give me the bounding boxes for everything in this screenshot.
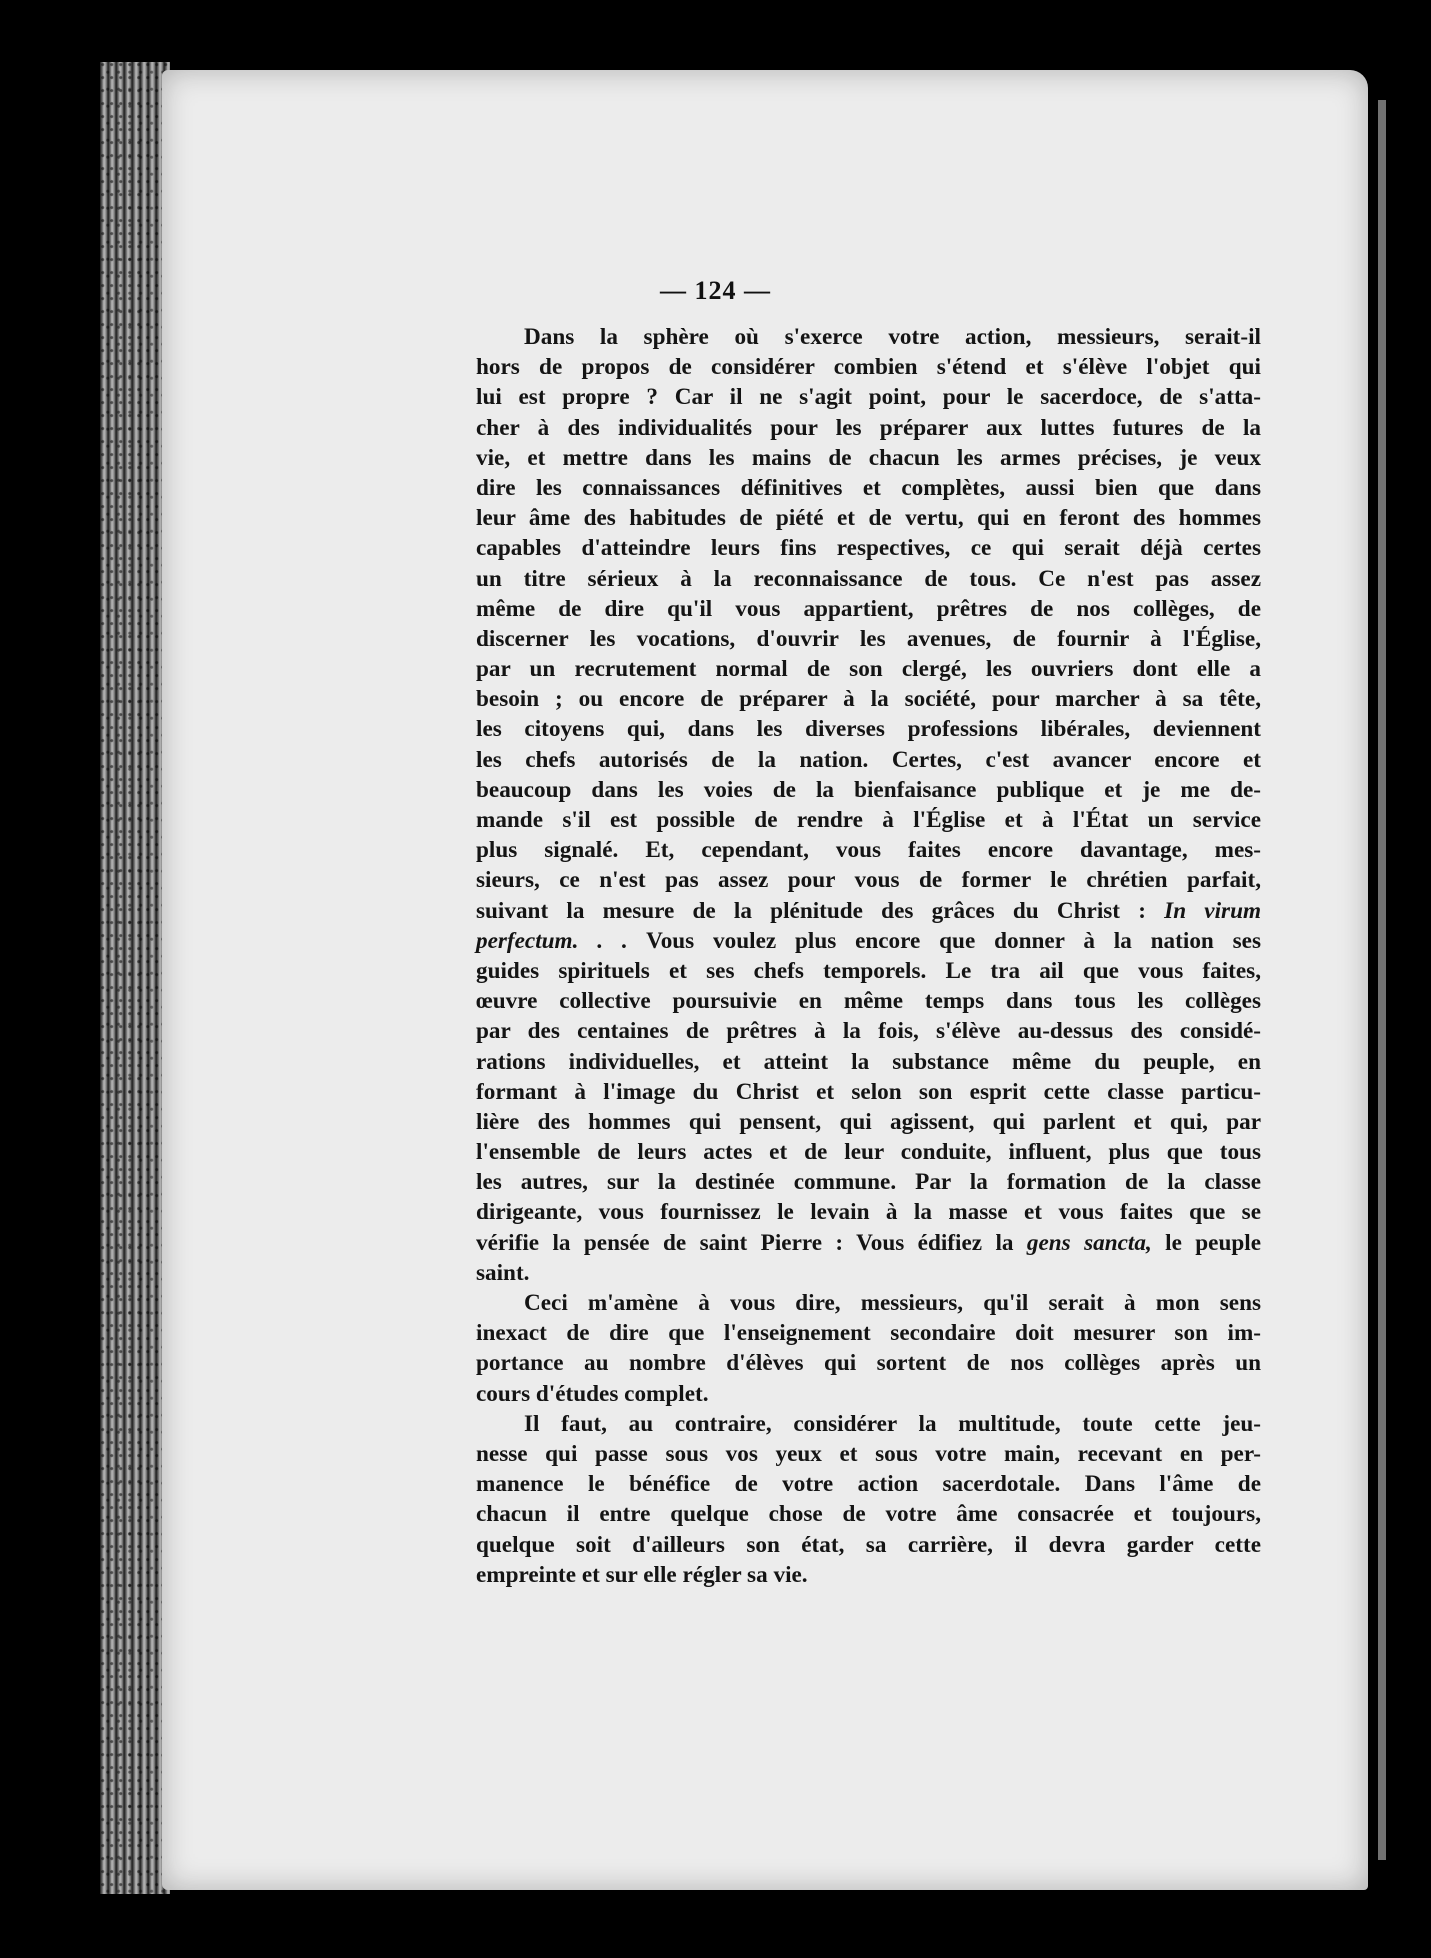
- text-line: [476, 956, 1261, 986]
- line-text: leur âme des habitudes de piété et de vertu, qui en feront des hommes: [476, 505, 1261, 532]
- line-text: plus signalé. Et, cependant, vous faites encore davantage, mes-: [476, 837, 1261, 864]
- line-text: vie, et mettre dans les mains de chacun les armes précises, je veux: [476, 444, 1261, 471]
- line-text: les chefs autorisés de la nation. Certes, c'est avancer encore et: [476, 746, 1261, 773]
- line-text: les autres, sur la destinée commune. Par la formation de la classe: [476, 1169, 1261, 1196]
- line-text: vérifie la pensée de saint Pierre : Vous édifiez la: [476, 1229, 1027, 1256]
- italic-text: gens sancta,: [1026, 1229, 1152, 1256]
- line-text: discerner les vocations, d'ouvrir les avenues, de fournir à l'Église,: [476, 625, 1261, 652]
- line-text: nesse qui passe sous vos yeux et sous votre main, recevant en per-: [476, 1440, 1261, 1467]
- text-line: [476, 805, 1261, 835]
- text-line: [476, 1499, 1261, 1529]
- body-text: [476, 322, 1261, 1590]
- line-text: manence le bénéfice de votre action sacerdotale. Dans l'âme de: [476, 1471, 1261, 1498]
- line-text: les citoyens qui, dans les diverses professions libérales, deviennent: [476, 716, 1261, 743]
- line-text: même de dire qu'il vous appartient, prêtres de nos collèges, de: [476, 595, 1261, 622]
- page-number: — 124 —: [660, 276, 771, 305]
- line-text: un titre sérieux à la reconnaissance de tous. Ce n'est pas assez: [476, 565, 1261, 592]
- line-text: hors de propos de considérer combien s'étend et s'élève l'objet qui: [476, 354, 1261, 381]
- text-line: [476, 1409, 1261, 1439]
- text-line: [476, 1228, 1261, 1258]
- facing-page-edge: [1378, 100, 1386, 1860]
- text-line: [476, 896, 1261, 926]
- text-line: [476, 1530, 1261, 1560]
- line-text: portance au nombre d'élèves qui sortent de nos collèges après un: [476, 1350, 1261, 1377]
- line-text: saint.: [476, 1259, 530, 1286]
- text-line: [476, 1047, 1261, 1077]
- line-text: cher à des individualités pour les préparer aux luttes futures de la: [476, 414, 1261, 441]
- text-line: [476, 473, 1261, 503]
- text-line: [476, 714, 1261, 744]
- text-line: [476, 1469, 1261, 1499]
- text-line: [476, 624, 1261, 654]
- line-text: lière des hommes qui pensent, qui agissent, qui parlent et qui, par: [476, 1108, 1261, 1135]
- text-line: [476, 1107, 1261, 1137]
- line-text: Ceci m'amène à vous dire, messieurs, qu'il serait à mon sens: [524, 1290, 1261, 1316]
- text-line: [476, 1077, 1261, 1107]
- line-text: inexact de dire que l'enseignement secondaire doit mesurer son im-: [476, 1320, 1261, 1347]
- line-text: par un recrutement normal de son clergé, les ouvriers dont elle a: [476, 656, 1261, 683]
- line-text: œuvre collective poursuivie en même temps dans tous les collèges: [476, 988, 1261, 1015]
- line-text: Vous voulez plus encore que donner à la nation ses: [627, 927, 1261, 954]
- line-text: besoin ; ou encore de préparer à la société, pour marcher à sa tête,: [476, 686, 1261, 713]
- text-line: [476, 926, 1261, 956]
- line-text: dirigeante, vous fournissez le levain à la masse et vous faites que se: [476, 1199, 1261, 1226]
- line-text: capables d'atteindre leurs fins respectives, ce qui serait déjà certes: [476, 535, 1261, 562]
- text-line: [476, 1288, 1261, 1318]
- line-text: suivant la mesure de la plénitude des grâces du Christ :: [476, 897, 1165, 924]
- italic-text: In virum: [1164, 897, 1261, 924]
- text-line: [476, 745, 1261, 775]
- text-line: [476, 1439, 1261, 1469]
- text-line: [476, 1167, 1261, 1197]
- line-text: rations individuelles, et atteint la substance même du peuple, en: [476, 1048, 1261, 1075]
- line-text: cours d'études complet.: [476, 1380, 709, 1407]
- text-line: [476, 684, 1261, 714]
- line-text: guides spirituels et ses chefs temporels. Le tra ail que vous faites,: [476, 957, 1261, 984]
- line-text: chacun il entre quelque chose de votre âme consacrée et toujours,: [476, 1501, 1261, 1528]
- line-text: beaucoup dans les voies de la bienfaisance publique et je me de-: [476, 776, 1261, 803]
- text-line: [476, 1379, 1261, 1409]
- text-line: [476, 594, 1261, 624]
- text-line: [476, 1348, 1261, 1378]
- line-text: formant à l'image du Christ et selon son esprit cette classe particu-: [476, 1078, 1261, 1105]
- book-page-edges: [100, 62, 170, 1894]
- text-line: [476, 654, 1261, 684]
- line-text-tail: le peuple: [1151, 1229, 1261, 1256]
- text-line: [476, 1016, 1261, 1046]
- line-text: empreinte et sur elle régler sa vie.: [476, 1561, 808, 1588]
- text-line: [476, 1318, 1261, 1348]
- text-line: [476, 1197, 1261, 1227]
- text-line: [476, 835, 1261, 865]
- line-text: dire les connaissances définitives et complètes, aussi bien que dans: [476, 474, 1261, 501]
- line-text: Il faut, au contraire, considérer la multitude, toute cette jeu-: [524, 1410, 1261, 1437]
- text-line: [476, 1137, 1261, 1167]
- text-line: [476, 352, 1261, 382]
- text-line: [476, 443, 1261, 473]
- text-line: [476, 503, 1261, 533]
- text-line: [476, 865, 1261, 895]
- line-text: l'ensemble de leurs actes et de leur conduite, influent, plus que tous: [476, 1139, 1261, 1166]
- line-text: sieurs, ce n'est pas assez pour vous de former le chrétien parfait,: [476, 867, 1261, 894]
- text-line: [476, 322, 1261, 352]
- text-line: [476, 1560, 1261, 1590]
- text-line: [476, 382, 1261, 412]
- line-text: Dans la sphère où s'exerce votre action, messieurs, serait-il: [524, 324, 1261, 350]
- italic-text: perfectum. . .: [476, 927, 628, 954]
- line-text: quelque soit d'ailleurs son état, sa carrière, il devra garder cette: [476, 1531, 1261, 1558]
- line-text: mande s'il est possible de rendre à l'Église et à l'État un service: [476, 807, 1261, 833]
- text-line: [476, 986, 1261, 1016]
- text-line: [476, 775, 1261, 805]
- text-line: [476, 1258, 1261, 1288]
- line-text: par des centaines de prêtres à la fois, s'élève au-dessus des considé-: [476, 1018, 1261, 1045]
- line-text: lui est propre ? Car il ne s'agit point, pour le sacerdoce, de s'atta-: [476, 384, 1261, 411]
- text-line: [476, 533, 1261, 563]
- text-line: [476, 564, 1261, 594]
- text-line: [476, 413, 1261, 443]
